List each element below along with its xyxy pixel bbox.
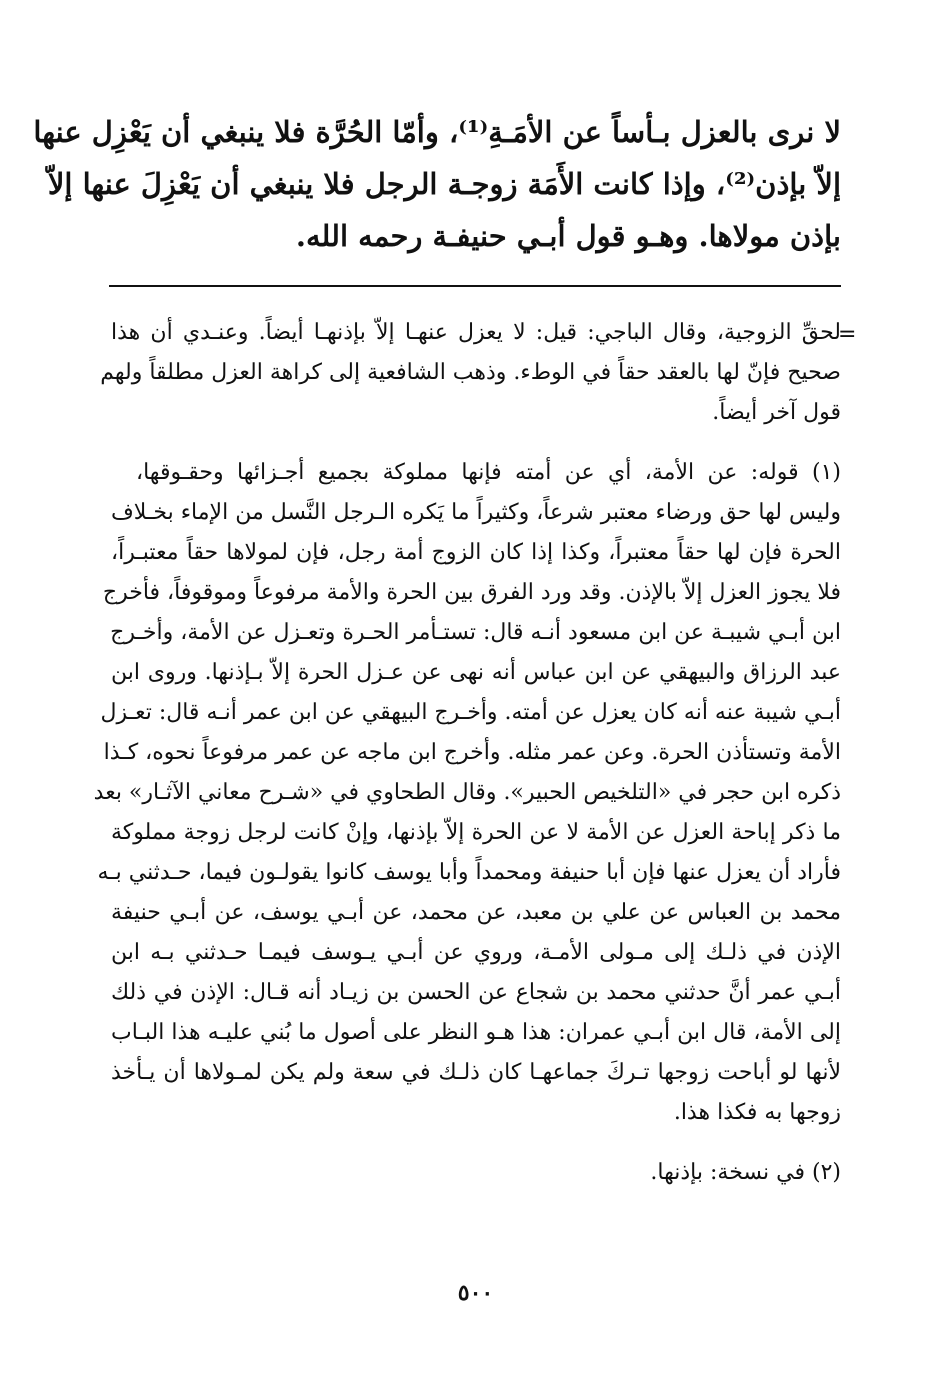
footnote-continuation-mark: =: [838, 322, 857, 347]
main-text-line: بإذن مولاها. وهـو قول أبـي حنيفـة رحمه الله.: [295, 219, 841, 253]
footnote-continued-line: قول آخر أيضاً.: [712, 400, 841, 425]
footnote-1-line: ابن أبـي شيبـة عن ابن مسعود أنـه قال: تستـأمر الحـرة وتعـزل عن الأمة، وأخـرج: [110, 620, 841, 645]
footnote-1-line: (١) قوله: عن الأمة، أي عن أمته فإنها مملوكة بجميع أجـزائها وحقـوقها،: [136, 460, 841, 485]
footnote-1-line: زوجها به فكذا هذا.: [673, 1100, 841, 1125]
footnote-1-line: فأراد أن يعزل عنها فإن أبا حنيفة ومحمداً وأبا يوسف كانوا يقولـون فيما، حـدثني بـه: [97, 860, 841, 885]
footnote-1-line: ما ذكر إباحة العزل عن الأمة لا عن الحرة إلاّ بإذنها، وإنْ كانت لرجل زوجة مملوكة: [111, 820, 842, 845]
footnote-1-line: أبـي عمر أنَّ حدثني محمد بن شجاع عن الحسن بن زيـاد أنه قـال: الإذن في ذلك: [111, 980, 841, 1005]
footnote-continued-line: صحيح فإنّ لها بالعقد حقاً في الوطء. وذهب الشافعية إلى كراهة العزل مطلقاً ولهم: [100, 360, 841, 385]
footnote-2-line: (٢) في نسخة: بإذنها.: [650, 1160, 841, 1185]
footnote-1-line: لأنها لو أباحت زوجها تـركَ جماعهـا كان ذلـك في سعة ولم يكن لمـولاها أن يـأخذ: [111, 1060, 841, 1085]
footnote-separator-rule: [109, 285, 841, 287]
footnote-1-line: أبـي شيبة عنه أنه كان يعزل عن أمته. وأخـرج البيهقي عن ابن عمر أنـه قال: تعـزل: [100, 700, 841, 725]
footnote-1-line: الإذن في ذلـك إلى مـولى الأمـة، وروي عن أبـي يـوسف فيمـا حـدثني بـه ابن: [111, 940, 841, 965]
main-text-line: لا نرى بالعزل بـأساً عن الأمَـةِ⁽¹⁾، وأمّا الحُرَّة فلا ينبغي أن يَعْزِل عنها: [33, 115, 841, 149]
footnote-1-line: إلى الأمة، قال ابن أبـي عمران: هذا هـو النظر على أصول ما بُني عليـه هذا البـاب: [111, 1020, 841, 1045]
footnote-1-line: ذكره ابن حجر في «التلخيص الحبير». وقال الطحاوي في «شـرح معاني الآثـار» بعد: [93, 780, 841, 805]
footnote-continued-line: لحقِّ الزوجية، وقال الباجي: قيل: لا يعزل عنهـا إلاّ بإذنهـا أيضاً. وعنـدي أن هذا: [111, 320, 841, 345]
footnote-1-line: الحرة فإن لها حقاً معتبراً، وكذا إذا كان الزوج أمة رجل، فإن لمولاها حقاً معتبـراً،: [111, 540, 841, 565]
footnote-1-line: فلا يجوز العزل إلاّ بالإذن. وقد ورد الفرق بين الحرة والأمة مرفوعاً وموقوفاً، فأخرج: [102, 580, 841, 605]
footnote-1-line: وليس لها حق ورضاء معتبر شرعاً، وكثيراً ما يَكره الـرجل النَّسل من الإماء بخـلاف: [111, 500, 841, 525]
footnote-1-line: الأمة وتستأذن الحرة. وعن عمر مثله. وأخرج ابن ماجه عن عمر مرفوعاً نحوه، كـذا: [103, 740, 841, 765]
footnote-1-line: محمد بن العباس عن علي بن معبد، عن محمد، عن أبـي يوسف، عن أبـي حنيفة: [111, 900, 841, 925]
page-number: ٥٠٠: [457, 1280, 494, 1306]
footnote-1-line: عبد الرزاق والبيهقي عن ابن عباس أنه نهى عن عـزل الحرة إلاّ بـإذنها. وروى ابن: [111, 660, 842, 685]
main-text-line: إلاّ بإذن⁽²⁾، وإذا كانت الأَمَة زوجـة الرجل فلا ينبغي أن يَعْزِلَ عنها إلاّ: [47, 167, 841, 201]
